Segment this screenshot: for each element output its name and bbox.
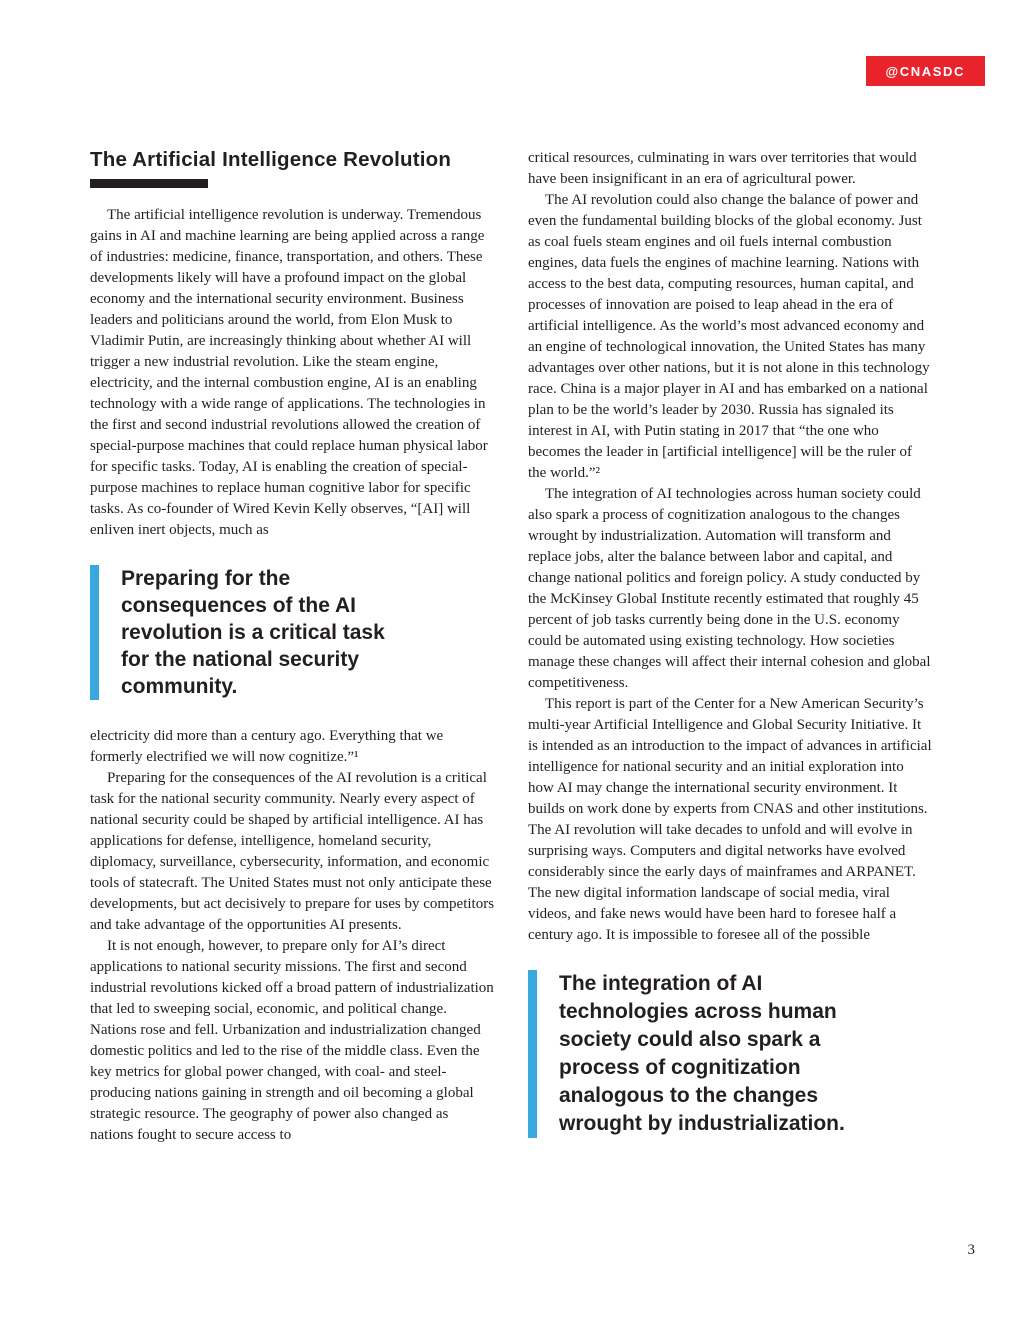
- pull-quote-bar: [528, 970, 537, 1138]
- social-handle-badge: @CNASDC: [866, 56, 986, 86]
- section-heading: The Artificial Intelligence Revolution: [90, 148, 452, 171]
- page-number: 3: [967, 1242, 975, 1258]
- body-paragraph: Preparing for the consequences of the AI revolution is a critical task for the national security community. Nearly every aspect of national security could be shaped by artificial intelligence. AI has applications for defense, intelligence, homeland security, diplomacy, surveillance, cybersecurity, information, and economic tools of statecraft. The United States must not only anticipate these developments, but act decisively to prepare for uses by competitors and take advantage of the opportunities AI presents.: [90, 769, 495, 933]
- pull-quote-text: Preparing for the consequences of the AI revolution is a critical task for the national security community.: [121, 566, 385, 698]
- pull-quote-bar: [90, 565, 99, 700]
- pull-quote-text: The integration of AI technologies across human society could also spark a process of cognitization analogous to the changes wrought by industrialization.: [559, 972, 845, 1135]
- body-paragraph: electricity did more than a century ago. Everything that we formerly electrified we will now cognitize.”¹: [90, 727, 444, 765]
- body-paragraph: critical resources, culminating in wars over territories that would have been insignificant in an era of agricultural power.: [528, 150, 917, 187]
- body-paragraph: The AI revolution could also change the balance of power and even the fundamental building blocks of the global economy. Just as coal fuels steam engines and oil fuels internal combustion engines, data fuels the engines of machine learning. Nations with access to the best data, computing resources, human capital, and processes of innovation are poised to leap ahead in the era of artificial intelligence. As the world’s most advanced economy and an engine of technological innovation, the United States has many advantages over other nations, but it is not alone in this technology race. China is a major player in AI and has embarked on a national plan to be the world’s leader by 2030. Russia has signaled its interest in AI, with Putin stating in 2017 that “the one who becomes the leader in [artificial intelligence] will be the ruler of the world.”²: [528, 192, 930, 481]
- heading-underline: [90, 179, 208, 188]
- two-column-layout: [90, 148, 933, 1164]
- body-paragraph: The artificial intelligence revolution is underway. Tremendous gains in AI and machine learning are being applied across a range of industries: medicine, finance, transportation, and others. These developments likely will have a profound impact on the global economy and the international security environment. Business leaders and politicians around the world, from Elon Musk to Vladimir Putin, are increasingly thinking about whether AI will trigger a new industrial revolution. Like the steam engine, electricity, and the internal combustion engine, AI is an enabling technology with a wide range of applications. The technologies in the first and second industrial revolutions allowed the creation of special-purpose machines that could replace human physical labor for specific tasks. Today, AI is enabling the creation of special-purpose machines to replace human cognitive labor for specific tasks. As co-founder of Wired Kevin Kelly observes, “[AI] will enliven inert objects, much as: [90, 206, 488, 538]
- right-column: [528, 148, 933, 1164]
- body-paragraph: The integration of AI technologies across human society could also spark a process of cognitization analogous to the changes wrought by industrialization. Automation will transform and replace jobs, alter the balance between labor and capital, and change national politics and foreign policy. A study conducted by the McKinsey Global Institute recently estimated that roughly 45 percent of job tasks currently being done in the U.S. economy could be automated using existing technology. How societies manage these changes will affect their internal cohesion and global competitiveness.: [528, 486, 931, 691]
- body-paragraph: This report is part of the Center for a New American Security’s multi-year Artificial Intelligence and Global Security Initiative. It is intended as an introduction to the impact of advances in artificial intelligence for national security and an initial exploration into how AI may change the international security environment. It builds on work done by experts from CNAS and other institutions. The AI revolution will take decades to unfold and will evolve in surprising ways. Computers and digital networks have evolved considerably since the early days of mainframes and ARPANET. The new digital information landscape of social media, viral videos, and fake news would have been hard to foresee half a century ago. It is impossible to foresee all of the possible: [528, 696, 932, 943]
- left-column: [90, 148, 495, 1164]
- body-paragraph: It is not enough, however, to prepare only for AI’s direct applications to national security missions. The first and second industrial revolutions kicked off a broad pattern of industrialization that led to sweeping social, economic, and political change. Nations rose and fell. Urbanization and industrialization changed domestic politics and led to the rise of the middle class. Even the key metrics for global power changed, with coal- and steel-producing nations gaining in strength and oil becoming a global strategic resource. The geography of power also changed as nations fought to secure access to: [90, 937, 494, 1143]
- pull-quote: [90, 565, 495, 700]
- pull-quote: [528, 970, 933, 1138]
